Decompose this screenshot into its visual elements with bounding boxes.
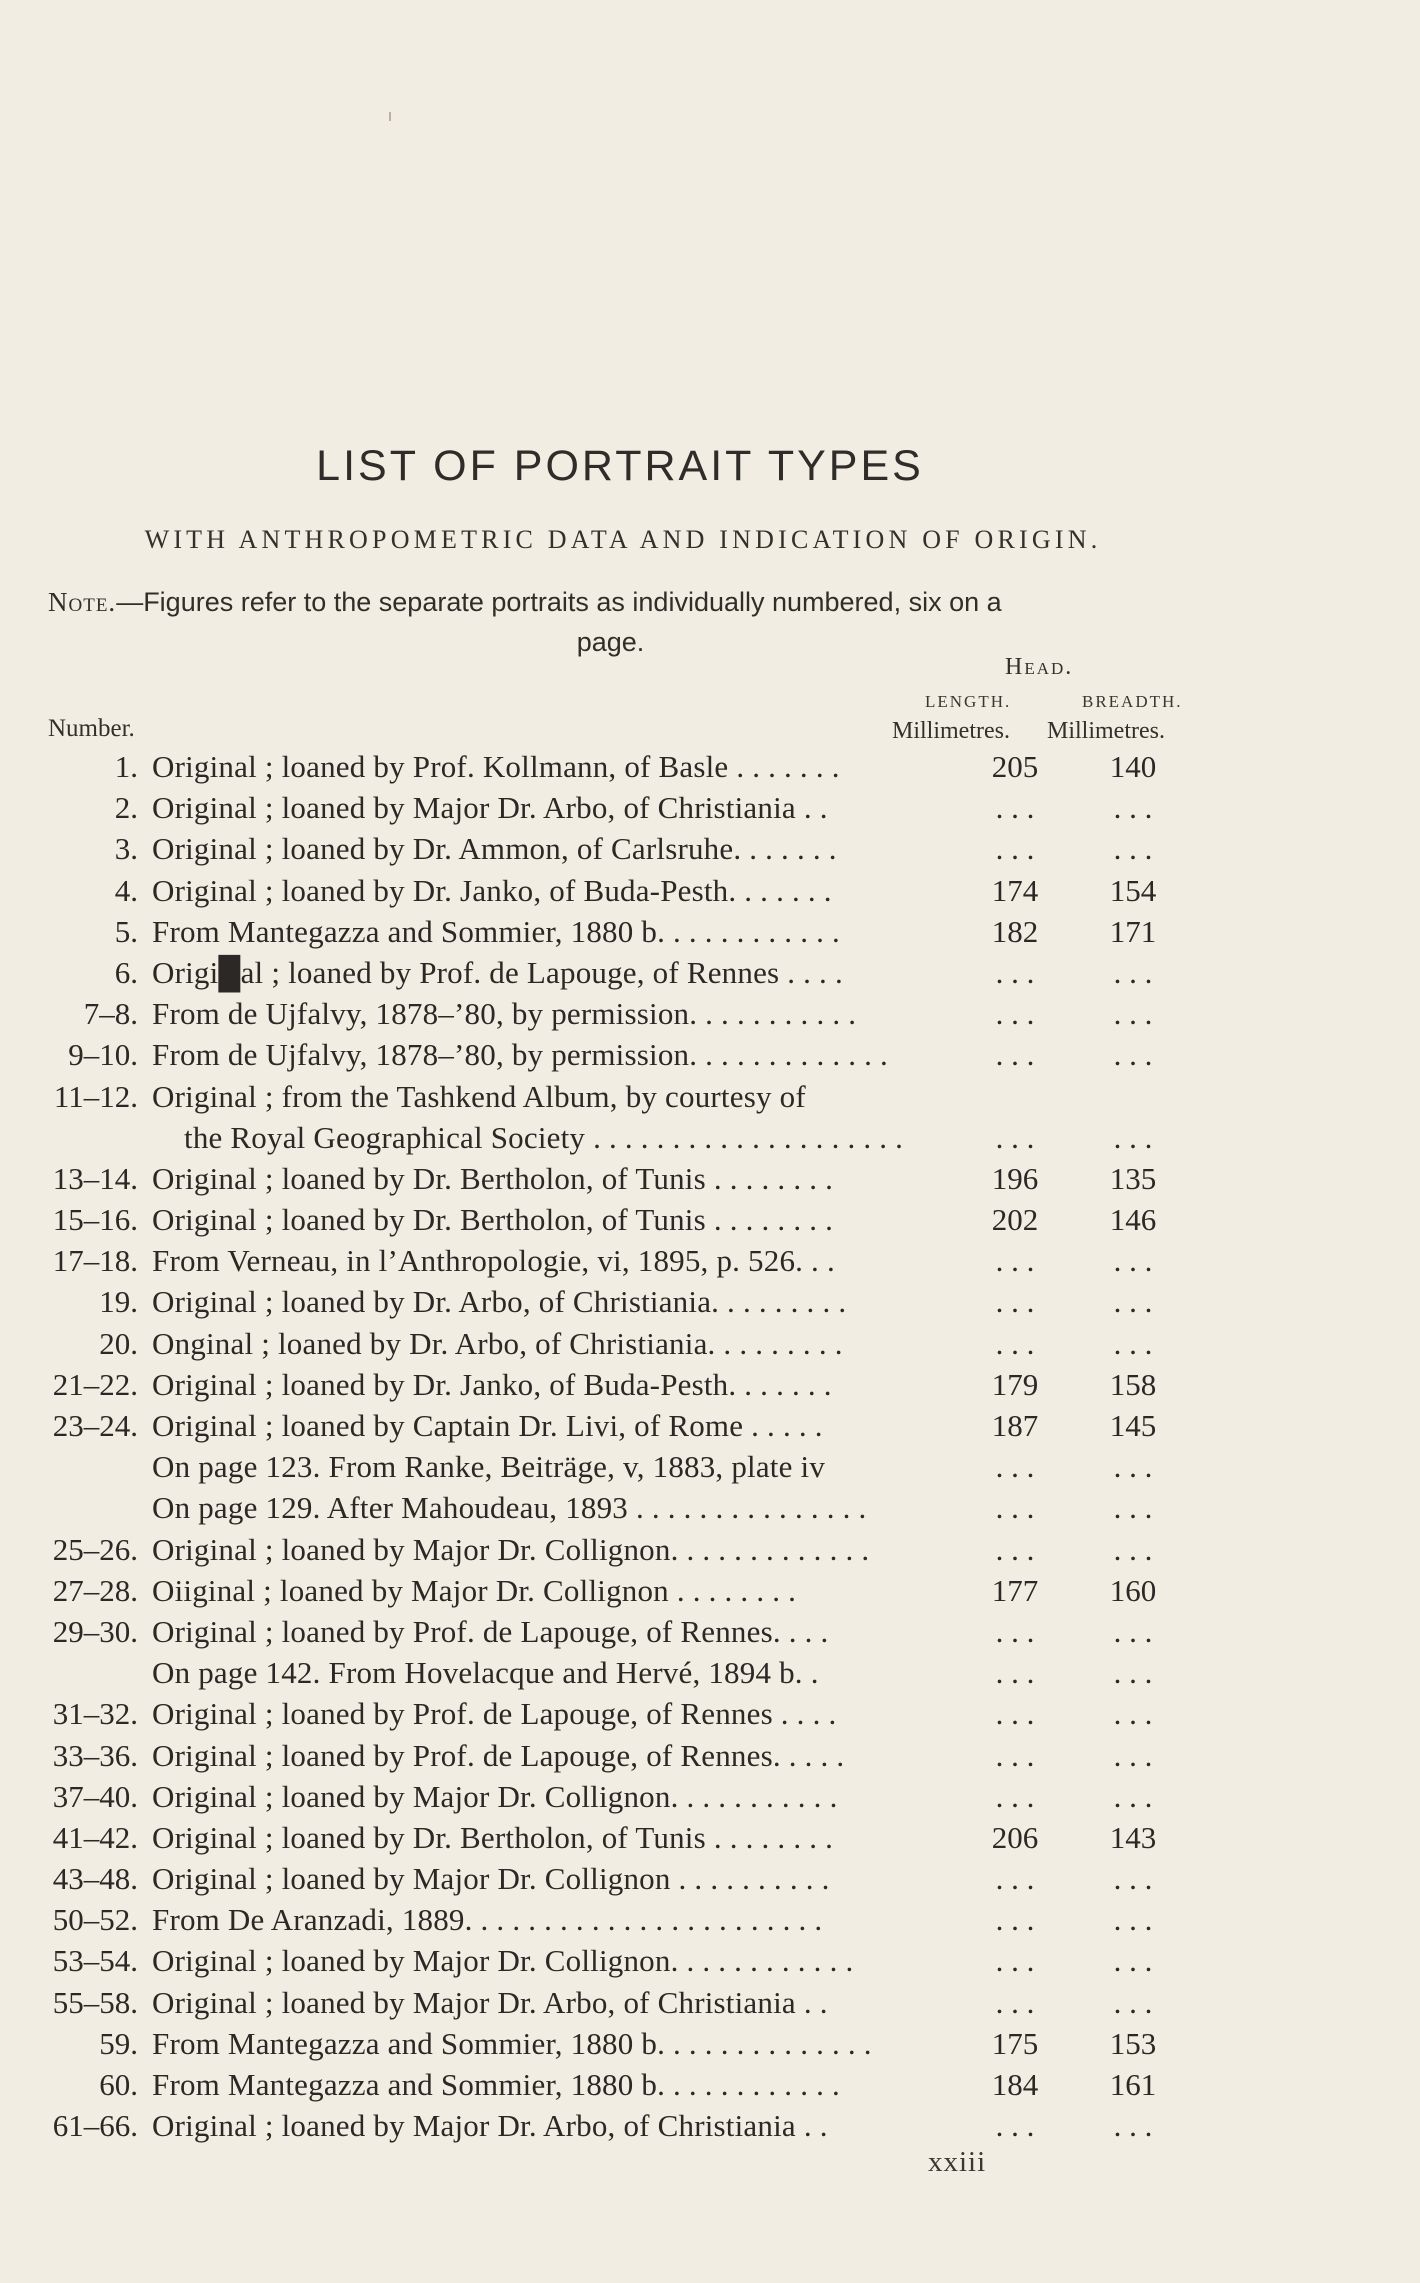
portrait-number: 37–40. (52, 1778, 138, 1814)
portrait-number: 7–8. (83, 996, 138, 1032)
note-text: —Figures refer to the separate portraits as individually numbered, six on a (116, 587, 1002, 617)
list-item (0, 1034, 1420, 1075)
head-length-value: . . . (995, 1613, 1035, 1649)
portrait-number: 23–24. (52, 1408, 138, 1443)
portrait-number: 27–28. (52, 1572, 138, 1608)
head-breadth-value: . . . (1113, 1325, 1153, 1361)
list-item (0, 787, 1420, 828)
length-unit-label: Millimetres. (892, 718, 1010, 744)
list-item (0, 1529, 1420, 1570)
head-breadth-value: . . . (1113, 1737, 1153, 1773)
portrait-number: 53–54. (52, 1943, 138, 1979)
head-breadth-value: 140 (1109, 749, 1157, 784)
portrait-origin: Original ; loaned by Dr. Bertholon, of Tunis . . . . . . . . (152, 1819, 834, 1855)
portrait-number: 19. (99, 1284, 138, 1320)
portrait-origin: Onginal ; loaned by Dr. Arbo, of Christiania. . . . . . . . . (152, 1325, 843, 1361)
portrait-number: 20. (99, 1325, 138, 1361)
list-item (0, 1199, 1420, 1240)
list-item (0, 1158, 1420, 1199)
head-breadth-value: . . . (1113, 1243, 1153, 1279)
head-breadth-value: . . . (1113, 1037, 1153, 1073)
portrait-number: 13–14. (52, 1160, 138, 1196)
head-length-value: . . . (995, 1737, 1035, 1773)
note-paragraph (48, 582, 1203, 662)
head-breadth-value: 154 (1109, 872, 1157, 908)
head-length-value: . . . (995, 954, 1035, 990)
list-item (0, 952, 1420, 993)
portrait-origin: Original ; loaned by Dr. Ammon, of Carlsruhe. . . . . . . (152, 831, 837, 867)
portrait-origin: Origi█al ; loaned by Prof. de Lapouge, of Rennes . . . . (152, 954, 843, 990)
head-breadth-value: . . . (1113, 1984, 1153, 2020)
head-length-value: . . . (995, 790, 1035, 826)
page-subtitle: WITH ANTHROPOMETRIC DATA AND INDICATION OF ORIGIN. (144, 525, 1102, 554)
list-item (0, 1858, 1420, 1899)
list-item (0, 1940, 1420, 1981)
portrait-number: 2. (114, 790, 138, 826)
portrait-origin: Original ; loaned by Dr. Bertholon, of Tunis . . . . . . . . (152, 1202, 834, 1238)
head-breadth-value: . . . (1113, 1902, 1153, 1938)
portrait-number: 5. (114, 913, 138, 949)
portrait-number: 50–52. (52, 1902, 138, 1938)
paper-speck (389, 112, 391, 121)
portrait-number: 21–22. (52, 1366, 138, 1402)
head-length-value: . . . (995, 831, 1035, 867)
portrait-origin: the Royal Geographical Society . . . . . . . . . . . . . . . . . . . . (184, 1119, 904, 1155)
list-item (0, 1817, 1420, 1858)
head-length-value: 196 (991, 1160, 1039, 1196)
portrait-number: 33–36. (52, 1737, 138, 1773)
head-breadth-value: . . . (1113, 1696, 1153, 1732)
head-breadth-value: 160 (1109, 1572, 1157, 1608)
head-length-value: 179 (991, 1366, 1039, 1402)
head-breadth-value: . . . (1113, 996, 1153, 1032)
portrait-origin: Original ; loaned by Dr. Arbo, of Christiania. . . . . . . . . (152, 1284, 847, 1320)
list-item (0, 1487, 1420, 1528)
head-breadth-value: 143 (1109, 1819, 1157, 1855)
head-breadth-value: . . . (1113, 1449, 1153, 1485)
portrait-origin: Original ; loaned by Major Dr. Collignon . . . . . . . . . . (152, 1861, 830, 1897)
portrait-origin: Original ; loaned by Prof. de Lapouge, of Rennes. . . . . (152, 1737, 845, 1773)
head-length-value: . . . (995, 1655, 1035, 1691)
head-breadth-value: 146 (1109, 1202, 1157, 1238)
length-column-label: LENGTH. (925, 692, 1012, 711)
note-continuation: page. (576, 627, 645, 657)
portrait-number: 9–10. (68, 1037, 138, 1073)
portrait-number: 29–30. (52, 1613, 138, 1649)
portrait-origin: Original ; from the Tashkend Album, by courtesy of (152, 1078, 806, 1114)
head-length-value: . . . (995, 1984, 1035, 2020)
portrait-origin: Original ; loaned by Prof. Kollmann, of Basle . . . . . . . (152, 749, 840, 784)
portrait-origin: Original ; loaned by Captain Dr. Livi, of Rome . . . . . (152, 1408, 823, 1443)
portrait-origin: From de Ujfalvy, 1878–’80, by permission. . . . . . . . . . . (152, 996, 857, 1032)
portrait-origin: From de Ujfalvy, 1878–’80, by permission. . . . . . . . . . . . . (152, 1037, 888, 1073)
list-item (0, 1364, 1420, 1405)
head-breadth-value: 145 (1109, 1408, 1157, 1443)
head-breadth-value: . . . (1113, 954, 1153, 990)
list-item (0, 746, 1420, 787)
head-length-value: . . . (995, 1449, 1035, 1485)
portrait-number: 4. (114, 872, 138, 908)
portrait-number: 3. (114, 831, 138, 867)
portrait-number: 25–26. (52, 1531, 138, 1567)
head-length-value: 206 (991, 1819, 1039, 1855)
list-item (0, 2023, 1420, 2064)
page-title: LIST OF PORTRAIT TYPES (316, 442, 924, 490)
list-item (0, 1446, 1420, 1487)
portrait-origin: Original ; loaned by Major Dr. Arbo, of Christiania . . (152, 2108, 828, 2144)
head-breadth-value: . . . (1113, 1778, 1153, 1814)
portrait-origin: Original ; loaned by Prof. de Lapouge, of Rennes. . . . (152, 1613, 829, 1649)
portrait-number: 43–48. (52, 1861, 138, 1897)
portrait-origin: On page 123. From Ranke, Beiträge, v, 1883, plate iv (152, 1449, 826, 1485)
head-length-value: 184 (991, 2067, 1039, 2102)
head-length-value: . . . (995, 1325, 1035, 1361)
head-length-value: 182 (991, 913, 1039, 949)
head-breadth-value: . . . (1113, 1531, 1153, 1567)
portrait-origin: Original ; loaned by Major Dr. Collignon. . . . . . . . . . . . (152, 1943, 854, 1979)
head-length-value: 202 (991, 1202, 1039, 1238)
list-item (0, 1652, 1420, 1693)
portrait-origin: From De Aranzadi, 1889. . . . . . . . . . . . . . . . . . . . . . . (152, 1902, 823, 1938)
head-breadth-value: 158 (1109, 1366, 1157, 1402)
portrait-origin: Original ; loaned by Major Dr. Arbo, of Christiania . . (152, 1984, 828, 2020)
portrait-origin: Original ; loaned by Major Dr. Arbo, of Christiania . . (152, 790, 828, 826)
list-item (0, 1570, 1420, 1611)
head-column-group-label: Head. (1005, 654, 1074, 680)
head-breadth-value: 153 (1109, 2025, 1157, 2061)
head-length-value: 174 (991, 872, 1039, 908)
head-breadth-value: . . . (1113, 1861, 1153, 1897)
head-length-value: . . . (995, 996, 1035, 1032)
head-length-value: . . . (995, 1861, 1035, 1897)
portrait-origin: Original ; loaned by Major Dr. Collignon. . . . . . . . . . . (152, 1778, 838, 1814)
list-item (0, 1693, 1420, 1734)
portrait-origin: On page 129. After Mahoudeau, 1893 . . . . . . . . . . . . . . . (152, 1490, 867, 1526)
portrait-origin: From Mantegazza and Sommier, 1880 b. . . . . . . . . . . . (152, 913, 840, 949)
portrait-types-list (0, 746, 1420, 2146)
head-breadth-value: . . . (1113, 1943, 1153, 1979)
head-length-value: . . . (995, 1243, 1035, 1279)
head-breadth-value: . . . (1113, 2108, 1153, 2144)
number-column-label: Number. (48, 715, 135, 742)
portrait-number: 60. (99, 2067, 138, 2102)
head-length-value: . . . (995, 1119, 1035, 1155)
head-length-value: 187 (991, 1408, 1039, 1443)
portrait-number: 6. (114, 954, 138, 990)
portrait-number: 17–18. (52, 1243, 138, 1279)
head-length-value: 177 (991, 1572, 1039, 1608)
list-item (0, 1735, 1420, 1776)
head-length-value: 205 (991, 749, 1039, 784)
portrait-origin: Original ; loaned by Prof. de Lapouge, of Rennes . . . . (152, 1696, 837, 1732)
head-length-value: 175 (991, 2025, 1039, 2061)
list-item (0, 1899, 1420, 1940)
head-breadth-value: . . . (1113, 1655, 1153, 1691)
list-item (0, 1982, 1420, 2023)
list-item (0, 1323, 1420, 1364)
head-length-value: . . . (995, 2108, 1035, 2144)
head-breadth-value: 171 (1109, 913, 1157, 949)
head-breadth-value: . . . (1113, 1490, 1153, 1526)
head-length-value: . . . (995, 1778, 1035, 1814)
page-number: xxiii (928, 2146, 987, 2178)
list-item (0, 911, 1420, 952)
list-item (0, 1405, 1420, 1446)
portrait-number: 61–66. (52, 2108, 138, 2144)
portrait-origin: Original ; loaned by Major Dr. Collignon. . . . . . . . . . . . . (152, 1531, 870, 1567)
head-breadth-value: . . . (1113, 1613, 1153, 1649)
portrait-number: 55–58. (52, 1984, 138, 2020)
head-breadth-value: . . . (1113, 790, 1153, 826)
head-length-value: . . . (995, 1902, 1035, 1938)
portrait-number: 1. (114, 749, 138, 784)
list-item (0, 1240, 1420, 1281)
head-breadth-value: . . . (1113, 831, 1153, 867)
portrait-origin: From Mantegazza and Sommier, 1880 b. . . . . . . . . . . . (152, 2067, 840, 2102)
list-item (0, 2064, 1420, 2105)
list-item (0, 1117, 1420, 1158)
portrait-origin: Original ; loaned by Dr. Bertholon, of Tunis . . . . . . . . (152, 1160, 834, 1196)
portrait-origin: On page 142. From Hovelacque and Hervé, 1894 b. . (152, 1655, 819, 1691)
portrait-number: 59. (99, 2025, 138, 2061)
head-length-value: . . . (995, 1490, 1035, 1526)
head-length-value: . . . (995, 1284, 1035, 1320)
portrait-origin: From Mantegazza and Sommier, 1880 b. . . . . . . . . . . . . . (152, 2025, 872, 2061)
list-item (0, 1281, 1420, 1322)
list-item (0, 870, 1420, 911)
portrait-origin: From Verneau, in l’Anthropologie, vi, 1895, p. 526. . . (152, 1243, 835, 1279)
list-item (0, 993, 1420, 1034)
list-item (0, 1076, 1420, 1117)
portrait-number: 11–12. (53, 1078, 138, 1114)
portrait-number: 15–16. (52, 1202, 138, 1238)
portrait-origin: Original ; loaned by Dr. Janko, of Buda-Pesth. . . . . . . (152, 872, 832, 908)
head-breadth-value: 161 (1109, 2067, 1157, 2102)
note-lead: Note. (48, 587, 117, 617)
portrait-origin: Oiiginal ; loaned by Major Dr. Collignon . . . . . . . . (152, 1572, 797, 1608)
head-length-value: . . . (995, 1943, 1035, 1979)
head-breadth-value: . . . (1113, 1284, 1153, 1320)
portrait-number: 31–32. (52, 1696, 138, 1732)
list-item (0, 2105, 1420, 2146)
portrait-number: 41–42. (52, 1819, 138, 1855)
list-item (0, 1776, 1420, 1817)
head-breadth-value: . . . (1113, 1119, 1153, 1155)
head-length-value: . . . (995, 1531, 1035, 1567)
head-length-value: . . . (995, 1037, 1035, 1073)
breadth-column-label: BREADTH. (1082, 692, 1183, 711)
list-item (0, 828, 1420, 869)
head-length-value: . . . (995, 1696, 1035, 1732)
list-item (0, 1611, 1420, 1652)
portrait-origin: Original ; loaned by Dr. Janko, of Buda-Pesth. . . . . . . (152, 1366, 832, 1402)
breadth-unit-label: Millimetres. (1047, 718, 1165, 744)
head-breadth-value: 135 (1109, 1160, 1157, 1196)
